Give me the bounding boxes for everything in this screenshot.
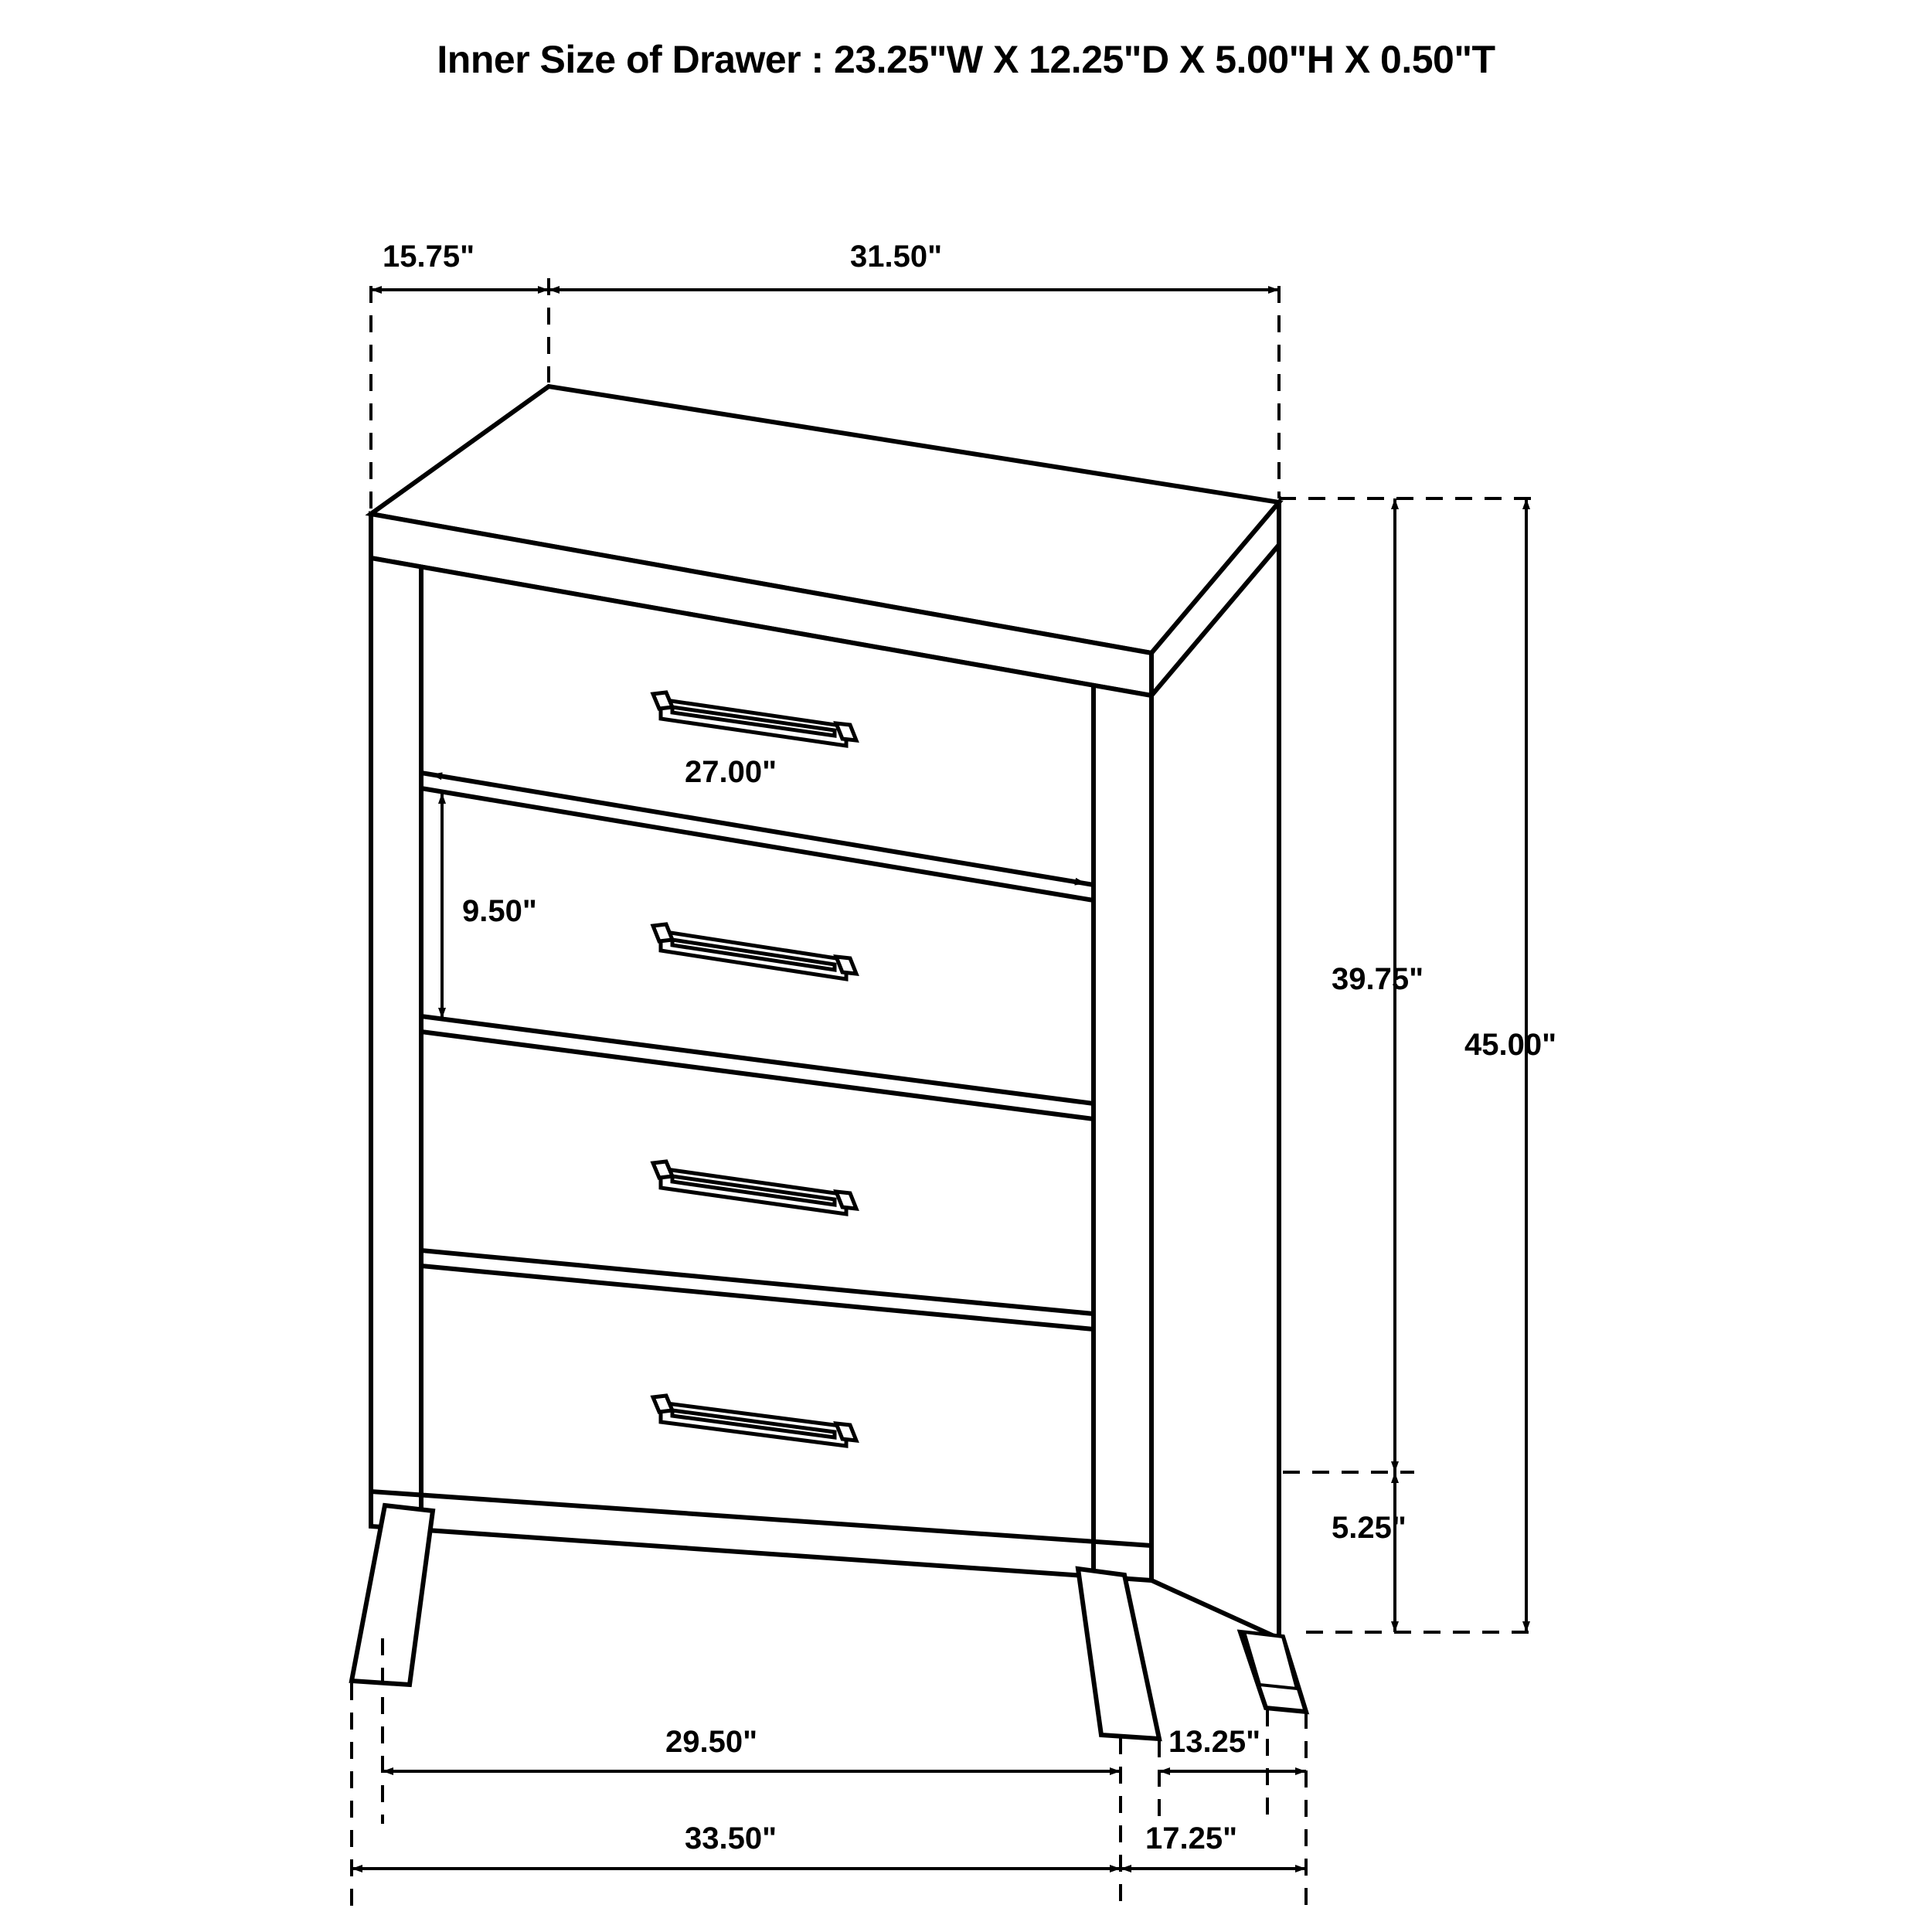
dimension-label-drawer-height: 9.50" xyxy=(457,893,542,930)
page-title: Inner Size of Drawer : 23.25"W X 12.25"D X 5.00"H X 0.50"T xyxy=(437,38,1495,81)
dimension-label-leg-height: 5.25" xyxy=(1332,1511,1406,1545)
dimension-label-base-width: 29.50" xyxy=(661,1723,762,1761)
dimension-label-overall-width: 33.50" xyxy=(680,1820,781,1858)
dimension-label-drawer-width: 27.00" xyxy=(680,753,781,791)
dimension-label-overall-depth: 17.25" xyxy=(1142,1820,1240,1858)
dimension-label-case-height: 39.75" xyxy=(1332,962,1424,996)
dimension-label-top-depth: 15.75" xyxy=(383,240,475,274)
dimension-label-overall-height: 45.00" xyxy=(1464,1028,1557,1062)
dimension-label-base-depth: 13.25" xyxy=(1165,1723,1264,1761)
dimension-label-top-width: 31.50" xyxy=(850,240,943,274)
